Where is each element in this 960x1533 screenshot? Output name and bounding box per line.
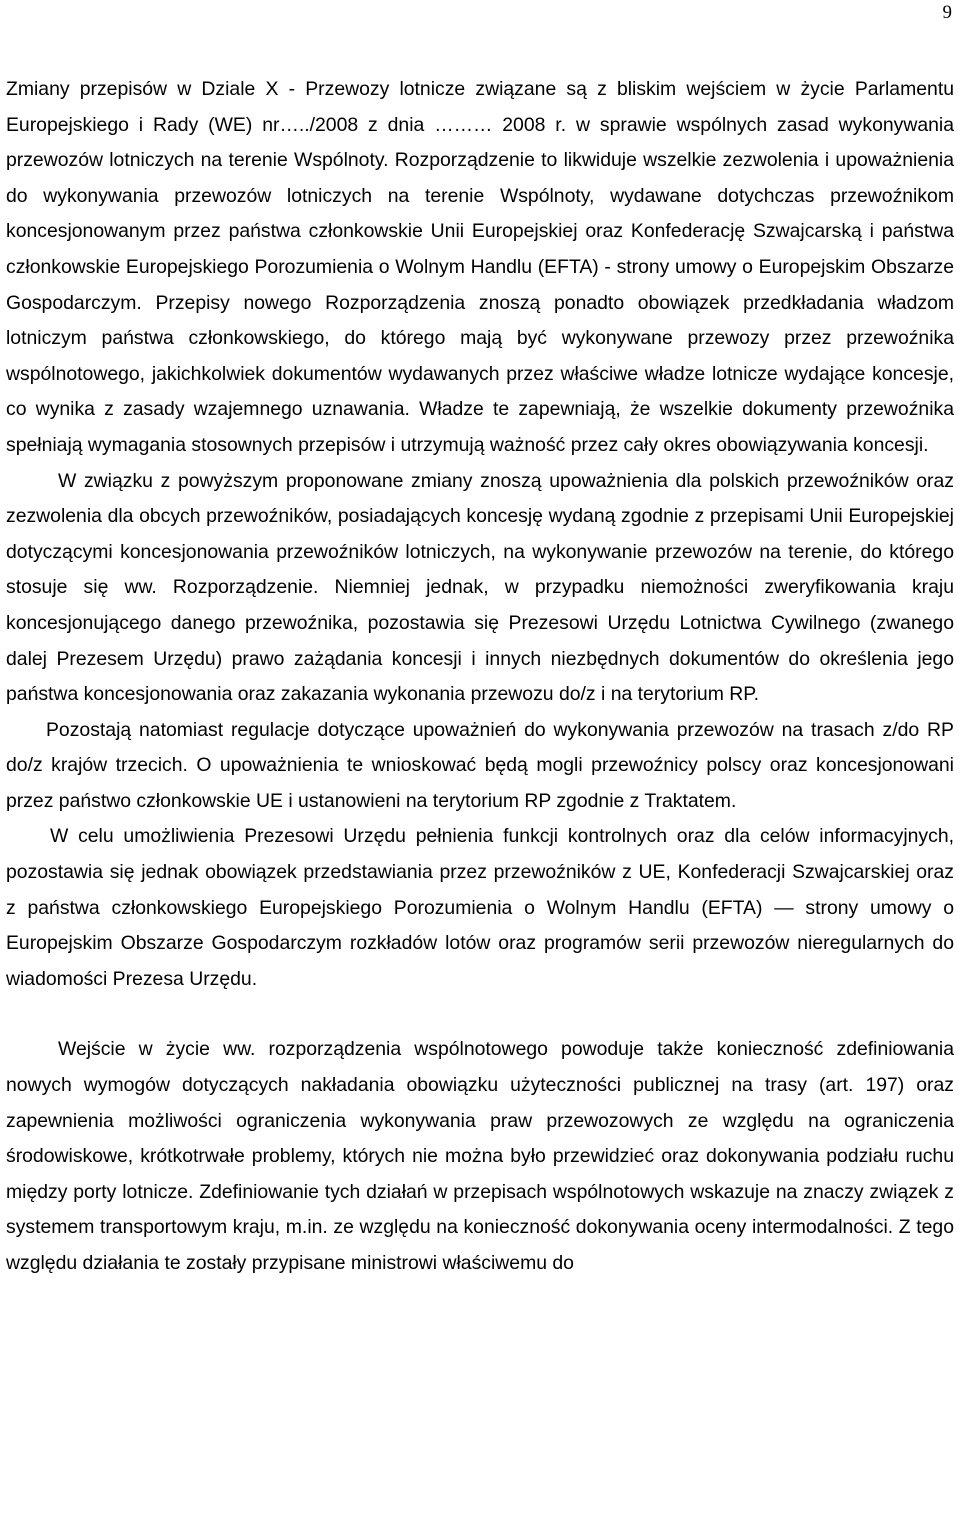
paragraph-regulation-changes: Zmiany przepisów w Dziale X - Przewozy lotnicze związane są z bliskim wejściem w życie Parlamentu Europejskiego i Rady (WE) nr…../2008 z dnia ……… 2008 r. w sprawie wspólnych zasad wykonywania przewozów lotniczych na terenie Wspólnoty. Rozporządzenie to likwiduje wszelkie zezwolenia i upoważnienia do wykonywania przewozów lotniczych na terenie Wspólnoty, wydawane dotychczas przewoźnikom koncesjonowanym przez państwa członkowskie Unii Europejskiej oraz Konfederację Szwajcarską i państwa członkowskie Europejskiego Porozumienia o Wolnym Handlu (EFTA) - strony umowy o Europejskim Obszarze Gospodarczym. Przepisy nowego Rozporządzenia znoszą ponadto obowiązek przedkładania władzom lotniczym państwa członkowskiego, do którego mają być wykonywane przewozy przez przewoźnika wspólnotowego, jakichkolwiek dokumentów wydawanych przez właściwe władze lotnicze wydające koncesje, co wynika z zasady wzajemnego uznawania. Władze te zapewniają, że wszelkie dokumenty przewoźnika spełniają wymagania stosownych przepisów i utrzymują ważność przez cały okres obowiązywania koncesji. <box>6 78 954 456</box>
paragraph-authorizations: W związku z powyższym proponowane zmiany znoszą upoważnienia dla polskich przewoźników oraz zezwolenia dla obcych przewoźników, posiadających koncesję wydaną zgodnie z przepisami Unii Europejskiej dotyczącymi koncesjonowania przewoźników lotniczych, na wykonywanie przewozów na terenie, do którego stosuje się ww. Rozporządzenie. Niemniej jednak, w przypadku niemożności zweryfikowania kraju koncesjonującego danego przewoźnika, pozostawia się Prezesowi Urzędu Lotnictwa Cywilnego (zwanego dalej Prezesem Urzędu) prawo zażądania koncesji i innych niezbędnych dokumentów do określenia jego państwa koncesjonowania oraz zakazania wykonania przewozu do/z i na terytorium RP. <box>6 469 954 706</box>
paragraph-control-functions: W celu umożliwienia Prezesowi Urzędu pełnienia funkcji kontrolnych oraz dla celów informacyjnych, pozostawia się jednak obowiązek przedstawiania przez przewoźników z UE, Konfederacji Szwajcarskiej oraz z państwa członkowskiego Europejskiego Porozumienia o Wolnym Handlu (EFTA) — strony umowy o Europejskim Obszarze Gospodarczym rozkładów lotów oraz programów serii przewozów nieregularnych do wiadomości Prezesa Urzędu. <box>6 825 954 990</box>
document-body <box>6 72 954 1282</box>
page-number: 9 <box>942 2 952 23</box>
paragraph-third-countries: Pozostają natomiast regulacje dotyczące upoważnień do wykonywania przewozów na trasach z/do RP do/z krajów trzecich. O upoważnienia te wnioskować będą mogli przewoźnicy polscy oraz koncesjonowani przez państwo członkowskie UE i ustanowieni na terytorium RP zgodnie z Traktatem. <box>6 718 954 812</box>
paragraph-entry-into-force: Wejście w życie ww. rozporządzenia wspólnotowego powoduje także konieczność zdefiniowania nowych wymogów dotyczących nakładania obowiązku użyteczności publicznej na trasy (art. 197) oraz zapewnienia możliwości ograniczenia wykonywania praw przewozowych ze względu na ograniczenia środowiskowe, krótkotrwałe problemy, których nie można było przewidzieć oraz dokonywania podziału ruchu między porty lotnicze. Zdefiniowanie tych działań w przepisach wspólnotowych wskazuje na znaczy związek z systemem transportowym kraju, m.in. ze względu na konieczność dokonywania oceny intermodalności. Z tego względu działania te zostały przypisane ministrowi właściwemu do <box>6 1038 954 1274</box>
paragraph-spacer <box>6 997 954 1032</box>
